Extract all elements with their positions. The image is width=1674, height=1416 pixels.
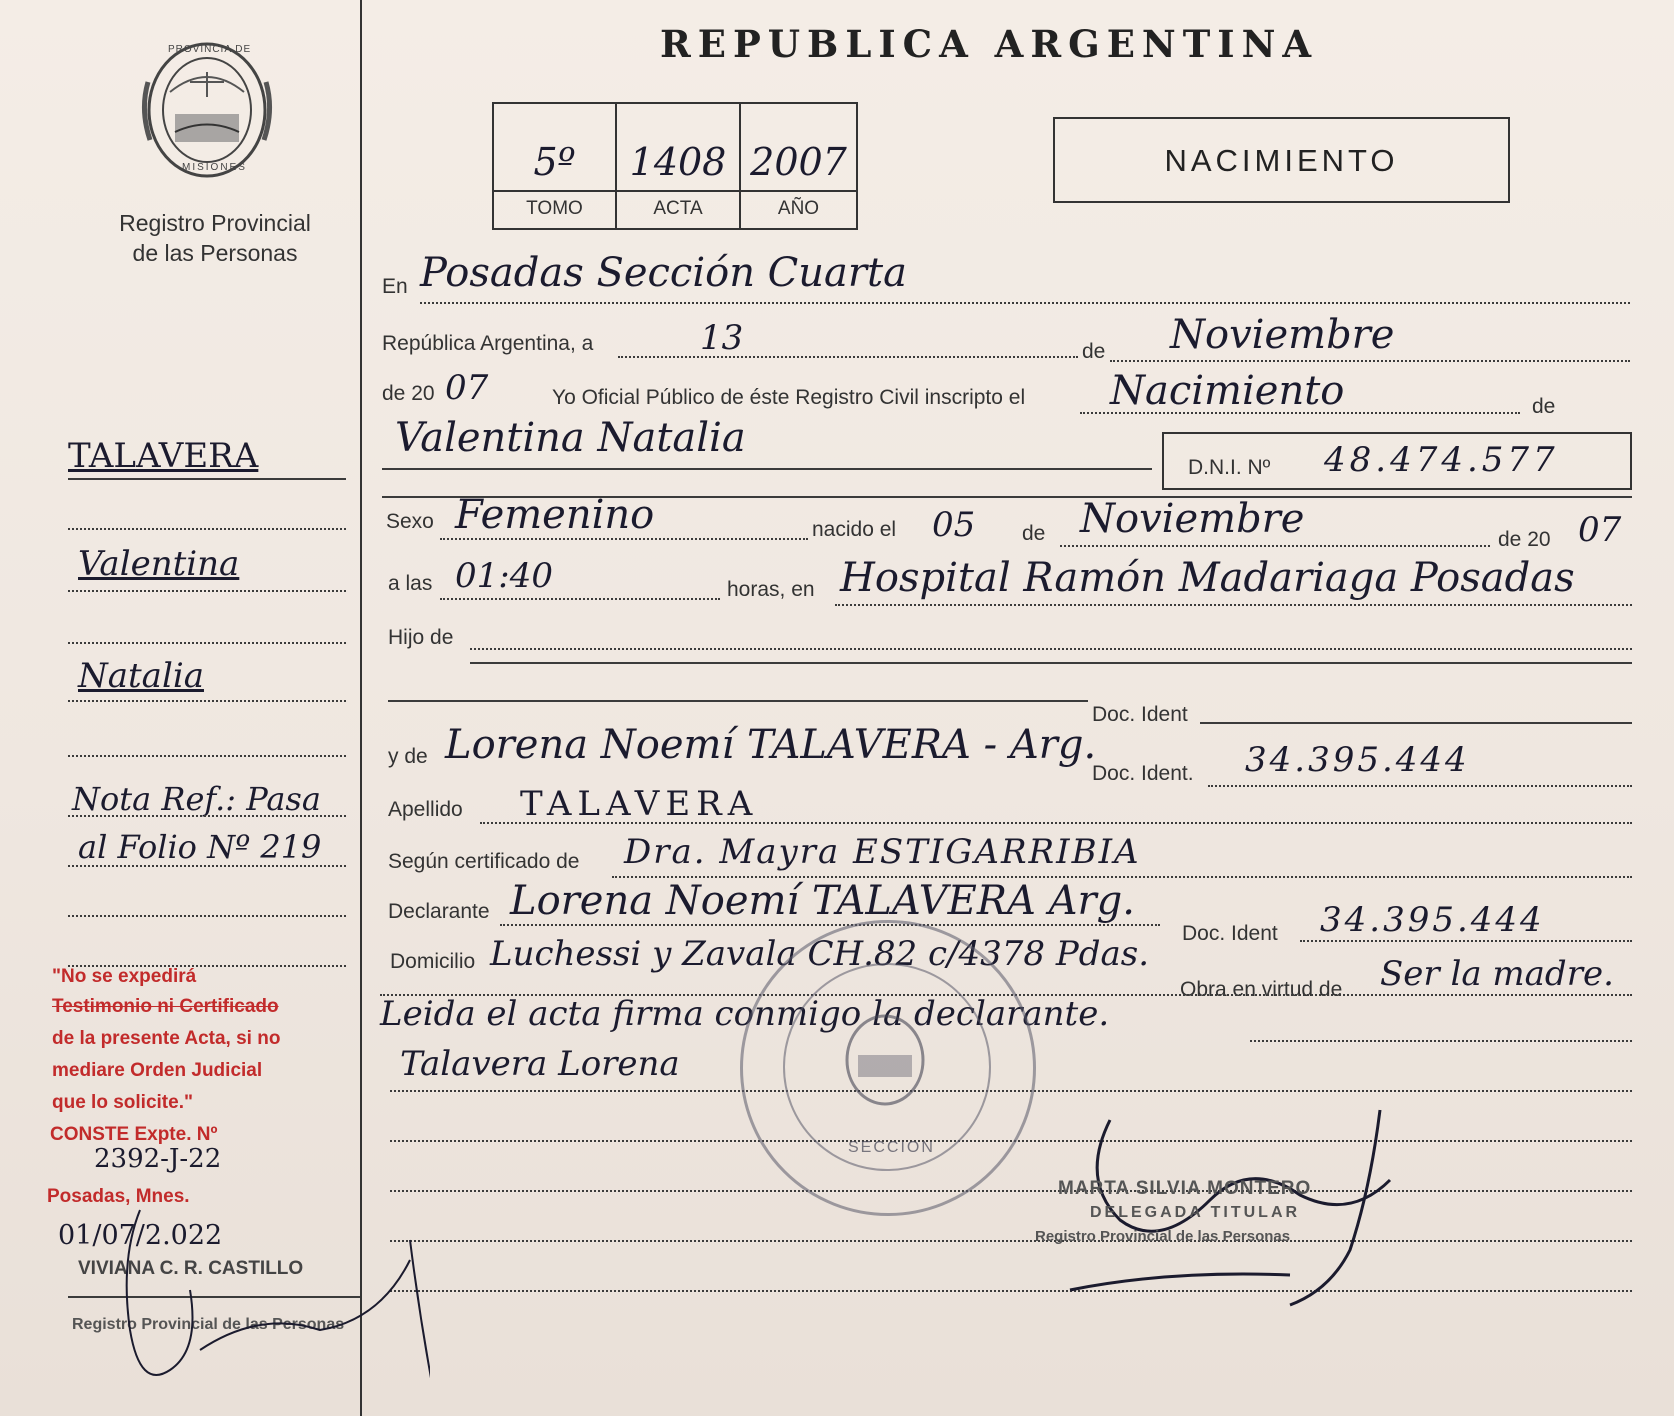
notice-line1: "No se expedirá: [52, 966, 197, 987]
sexo-line: [440, 538, 808, 540]
anio-label: AÑO: [777, 198, 820, 219]
margin-line-2: [68, 528, 346, 530]
apellido-line: [480, 822, 1632, 824]
tomo-label: TOMO: [526, 198, 583, 219]
registry-name-line1: Registro Provincial: [119, 210, 311, 236]
seal-bottom-text: MISIONES: [182, 162, 247, 173]
inscripto-line: [1080, 412, 1520, 414]
republica-label: República Argentina, a: [382, 332, 594, 355]
dni-label: D.N.I. Nº: [1188, 456, 1271, 479]
margin-line-9: [68, 915, 346, 917]
decl-doc-line: [1300, 940, 1632, 942]
year-value: 07: [445, 368, 489, 408]
nombre-line: [382, 468, 1152, 470]
obra-label: Obra en virtud de: [1180, 978, 1343, 1001]
nacido-year: 07: [1578, 510, 1622, 550]
margin-line-8: [68, 865, 346, 867]
apellido-value: TALAVERA: [520, 784, 759, 824]
margin-nombre2: Natalia: [78, 656, 204, 696]
signature-registry: Registro Provincial de las Personas: [1035, 1228, 1291, 1245]
hora-value: 01:40: [455, 556, 553, 596]
margin-nombre1: Valentina: [78, 544, 240, 584]
segun-value: Dra. Mayra ESTIGARRIBIA: [624, 832, 1141, 872]
anio-value: 2007: [750, 140, 847, 184]
margin-line-7: [68, 815, 346, 817]
conste-label: CONSTE Expte. Nº: [50, 1124, 218, 1145]
dni-box: [1162, 432, 1632, 490]
margin-date: 01/07/2.022: [58, 1220, 223, 1251]
notice-line3: de la presente Acta, si no: [52, 1028, 281, 1049]
month-line: [1110, 360, 1630, 362]
hijo-line: [470, 648, 1632, 650]
hijo-line-2: [470, 662, 1632, 664]
horas-label: horas, en: [727, 578, 815, 601]
padre-doc-line: [1200, 722, 1632, 724]
blank-line-3: [390, 1240, 1632, 1242]
hijo-label: Hijo de: [388, 626, 454, 649]
nacido-year-label: de 20: [1498, 528, 1551, 551]
official-footer: Registro Provincial de las Personas: [72, 1316, 345, 1333]
nacido-de-label: de: [1022, 522, 1046, 545]
dni-value: 48.474.577: [1324, 440, 1559, 480]
firma-value: Talavera Lorena: [400, 1044, 680, 1084]
de-label: de: [1082, 340, 1106, 363]
record-number-box: [492, 102, 858, 230]
sexo-label: Sexo: [386, 510, 434, 533]
de-label-2: de: [1532, 395, 1556, 418]
doc-type-box: [1053, 117, 1510, 203]
margin-apellido: TALAVERA: [68, 436, 259, 476]
en-value: Posadas Sección Cuarta: [420, 250, 907, 296]
nacido-month-line: [1060, 545, 1490, 547]
official-stamp: [740, 920, 1036, 1216]
margin-signature-scribble: [80, 1200, 430, 1400]
leida-value: Leida el acta firma conmigo la declarante.: [380, 994, 1110, 1034]
lugar-line: [835, 604, 1632, 606]
place-label: Posadas, Mnes.: [47, 1186, 190, 1207]
segun-label: Según certificado de: [388, 850, 580, 873]
sexo-value: Femenino: [455, 492, 655, 538]
margin-line-1: [68, 478, 346, 480]
seal-top-text: PROVINCIA DE: [168, 44, 252, 55]
inscripto-value: Nacimiento: [1110, 368, 1345, 414]
blank-line-4: [390, 1290, 1632, 1292]
margin-line-4: [68, 642, 346, 644]
en-label: En: [382, 275, 408, 298]
margin-line-6: [68, 755, 346, 757]
domicilio-value: Luchessi y Zavala CH.82 c/4378 Pdas.: [490, 934, 1149, 974]
madre-doc-line: [1208, 785, 1632, 787]
hora-line: [440, 598, 720, 600]
registry-name-line2: de las Personas: [132, 240, 298, 266]
yo-oficial-label: Yo Oficial Público de éste Registro Civil inscripto el: [552, 386, 1026, 409]
month-value: Noviembre: [1170, 312, 1395, 358]
acta-value: 1408: [629, 140, 727, 184]
lugar-value: Hospital Ramón Madariaga Posadas: [840, 555, 1575, 601]
margin-nota-line2: al Folio Nº 219: [78, 828, 322, 866]
tomo-value: 5º: [533, 140, 576, 184]
alas-label: a las: [388, 572, 433, 595]
notice-line5: que lo solicite.": [52, 1092, 193, 1113]
stamp-inner-text: SECCION: [848, 1139, 935, 1156]
margin-line-5: [68, 700, 346, 702]
official-name: VIVIANA C. R. CASTILLO: [78, 1258, 304, 1279]
signature-role: DELEGADA TITULAR: [1090, 1204, 1301, 1221]
madre-value: Lorena Noemí TALAVERA - Arg.: [445, 722, 1097, 768]
acta-label: ACTA: [653, 198, 703, 219]
doc-type-label: NACIMIENTO: [1164, 143, 1399, 178]
day-line: [618, 356, 1078, 358]
nacido-day: 05: [932, 505, 976, 545]
leida-line: [1250, 1040, 1632, 1042]
madre-doc-value: 34.395.444: [1245, 740, 1470, 780]
nacido-month: Noviembre: [1080, 496, 1305, 542]
obra-value: Ser la madre.: [1380, 954, 1614, 994]
day-value: 13: [700, 318, 744, 358]
signature-name: MARTA SILVIA MONTERO: [1058, 1178, 1312, 1199]
en-line: [420, 302, 1630, 304]
expte-value: 2392-J-22: [94, 1144, 222, 1174]
page-title: REPUBLICA ARGENTINA: [660, 22, 1319, 66]
madre-docident-label: Doc. Ident.: [1092, 762, 1194, 785]
stamp-seal-icon: [740, 920, 1030, 1210]
decl-doc-value: 34.395.444: [1320, 900, 1545, 940]
nombre-value: Valentina Natalia: [395, 415, 746, 461]
notice-line4: mediare Orden Judicial: [52, 1060, 263, 1081]
domicilio-label: Domicilio: [390, 950, 476, 973]
notice-line2: Testimonio ni Certificado: [52, 996, 279, 1017]
yde-label: y de: [388, 745, 428, 768]
margin-nota-line1: Nota Ref.: Pasa: [72, 780, 321, 818]
declarante-value: Lorena Noemí TALAVERA Arg.: [510, 878, 1135, 924]
padre-line: [388, 700, 1088, 702]
apellido-label: Apellido: [388, 798, 463, 821]
decl-docident-label: Doc. Ident: [1182, 922, 1278, 945]
margin-line-3: [68, 590, 346, 592]
nacido-label: nacido el: [812, 518, 897, 541]
padre-docident-label: Doc. Ident: [1092, 703, 1188, 726]
declarante-label: Declarante: [388, 900, 490, 923]
de20-label: de 20: [382, 382, 435, 405]
province-seal: [130, 22, 285, 187]
